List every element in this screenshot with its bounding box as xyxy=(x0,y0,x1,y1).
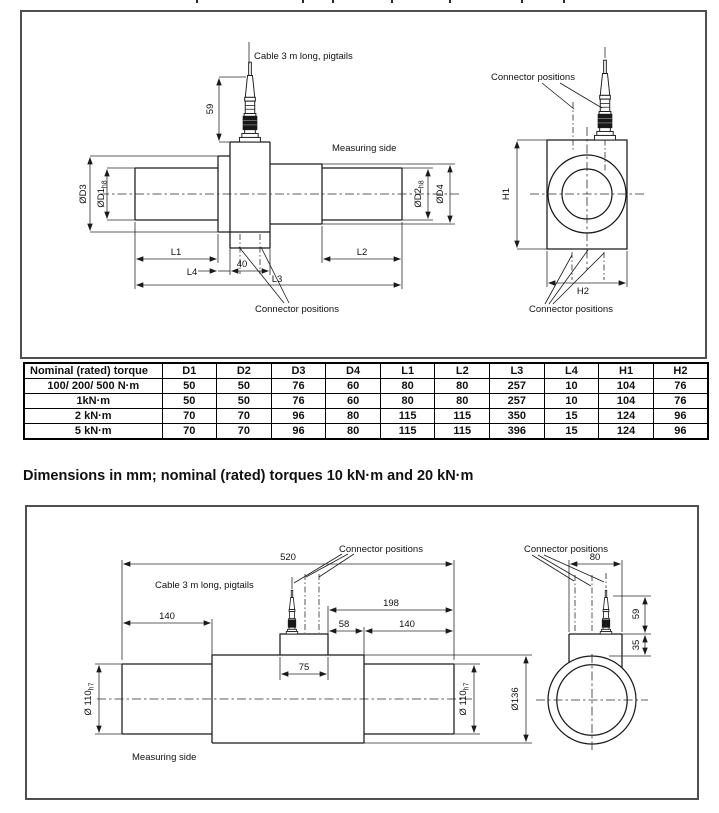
side-view-dimensions xyxy=(90,77,455,289)
table-row xyxy=(24,424,708,440)
drawing-frame-small-torques xyxy=(20,10,707,359)
d110-text: Ø 110 xyxy=(458,690,469,716)
table-cell: 15 xyxy=(544,409,599,424)
header-h1: H1 xyxy=(599,363,654,379)
table-cell: 80 xyxy=(380,379,435,394)
cropped-text-fragments xyxy=(196,0,198,3)
header-l3: L3 xyxy=(490,363,545,379)
d110-text: Ø 110 xyxy=(83,690,94,716)
dim-140-left-label: 140 xyxy=(159,611,175,622)
table-cell: 80 xyxy=(326,424,381,440)
dimensions-table xyxy=(23,362,709,440)
dim-d110-left-label xyxy=(83,682,96,715)
d1-text: ØD1 xyxy=(96,188,107,208)
row-label: 2 kN·m xyxy=(24,409,162,424)
dim-58-label: 58 xyxy=(338,619,350,630)
dim-d110-right-label xyxy=(458,682,471,715)
dim-h2-label: H2 xyxy=(576,286,590,297)
table-row xyxy=(24,379,708,394)
d110-tolerance: h7 xyxy=(88,682,96,691)
table-cell: 80 xyxy=(435,379,490,394)
d1-tolerance: h8 xyxy=(101,180,109,189)
dim-59-label: 59 xyxy=(631,608,642,620)
dim-d136-label: Ø136 xyxy=(510,687,521,711)
table-cell: 115 xyxy=(380,409,435,424)
dim-d1-label xyxy=(96,180,109,207)
table-row xyxy=(24,409,708,424)
table-cell: 115 xyxy=(435,424,490,440)
header-nominal-torque: Nominal (rated) torque xyxy=(24,363,162,379)
drawing-frame-large-torques xyxy=(25,505,699,800)
d2-text: ØD2 xyxy=(413,188,424,208)
table-cell: 76 xyxy=(653,394,708,409)
table-cell: 60 xyxy=(326,394,381,409)
d110-tolerance: h7 xyxy=(463,682,471,691)
table-cell: 80 xyxy=(326,409,381,424)
header-d1: D1 xyxy=(162,363,217,379)
row-label: 5 kN·m xyxy=(24,424,162,440)
dim-l4-label: L4 xyxy=(186,267,198,278)
header-l2: L2 xyxy=(435,363,490,379)
connector-positions-label-side: Connector positions xyxy=(339,544,423,555)
table-cell: 350 xyxy=(490,409,545,424)
dim-l1-label: L1 xyxy=(170,247,182,258)
connector-positions-label-end: Connector positions xyxy=(524,544,608,555)
dimension-drawing-large-torques xyxy=(27,507,697,798)
table-cell: 15 xyxy=(544,424,599,440)
dim-35-label: 35 xyxy=(631,639,642,651)
side-view-part-outline xyxy=(122,634,454,743)
section-heading: Dimensions in mm; nominal (rated) torques 10 kN·m and 20 kN·m xyxy=(23,468,474,484)
table-cell: 70 xyxy=(217,409,272,424)
table-cell: 70 xyxy=(162,409,217,424)
dim-520-label: 520 xyxy=(280,552,296,563)
d2-tolerance: h8 xyxy=(418,180,426,189)
table-cell: 115 xyxy=(380,424,435,440)
dim-140-right-label: 140 xyxy=(399,619,415,630)
side-view-labels xyxy=(83,544,521,763)
table-cell: 396 xyxy=(490,424,545,440)
header-d3: D3 xyxy=(271,363,326,379)
table-cell: 60 xyxy=(326,379,381,394)
connector-glyph-side xyxy=(240,62,261,142)
dim-l3-label: L3 xyxy=(271,274,283,285)
header-l1: L1 xyxy=(380,363,435,379)
dim-75-label: 75 xyxy=(298,662,310,673)
connector-positions-label-end-bottom: Connector positions xyxy=(529,304,613,315)
table-header-row xyxy=(24,363,708,379)
dim-40-label: 40 xyxy=(236,259,248,270)
table-cell: 76 xyxy=(271,379,326,394)
table-cell: 76 xyxy=(271,394,326,409)
connector-positions-label-bottom: Connector positions xyxy=(255,304,339,315)
header-h2: H2 xyxy=(653,363,708,379)
cable-label: Cable 3 m long, pigtails xyxy=(254,51,353,62)
connector-glyph-end xyxy=(600,590,611,634)
table-cell: 80 xyxy=(380,394,435,409)
end-view-centerlines xyxy=(536,573,648,750)
table-cell: 50 xyxy=(162,394,217,409)
measuring-side-label: Measuring side xyxy=(132,752,197,763)
dimension-drawing-small-torques xyxy=(22,12,705,357)
dim-59-label: 59 xyxy=(205,103,216,115)
table-cell: 96 xyxy=(271,424,326,440)
cable-label: Cable 3 m long, pigtails xyxy=(155,580,254,591)
header-d4: D4 xyxy=(326,363,381,379)
table-cell: 50 xyxy=(217,394,272,409)
table-cell: 115 xyxy=(435,409,490,424)
table-cell: 70 xyxy=(162,424,217,440)
row-label: 1kN·m xyxy=(24,394,162,409)
table-cell: 80 xyxy=(435,394,490,409)
table-cell: 10 xyxy=(544,394,599,409)
table-cell: 124 xyxy=(599,424,654,440)
table-cell: 96 xyxy=(653,409,708,424)
header-l4: L4 xyxy=(544,363,599,379)
table-cell: 104 xyxy=(599,394,654,409)
connector-positions-label-top: Connector positions xyxy=(491,72,575,83)
table-cell: 124 xyxy=(599,409,654,424)
dim-h1-label: H1 xyxy=(501,187,512,201)
dim-d3-label: ØD3 xyxy=(78,184,89,204)
dim-198-label: 198 xyxy=(383,598,399,609)
dim-d4-label: ØD4 xyxy=(435,184,446,204)
table-cell: 257 xyxy=(490,379,545,394)
table-row xyxy=(24,394,708,409)
connector-glyph-side xyxy=(286,590,297,634)
dim-d2-label xyxy=(413,180,426,207)
table-cell: 96 xyxy=(271,409,326,424)
connector-glyph-end xyxy=(595,60,616,140)
table-cell: 50 xyxy=(162,379,217,394)
end-view-labels xyxy=(491,72,613,315)
table-cell: 50 xyxy=(217,379,272,394)
table-cell: 104 xyxy=(599,379,654,394)
table-cell: 10 xyxy=(544,379,599,394)
dim-80-label: 80 xyxy=(589,552,601,563)
dim-l2-label: L2 xyxy=(356,247,368,258)
header-d2: D2 xyxy=(217,363,272,379)
table-cell: 96 xyxy=(653,424,708,440)
row-label: 100/ 200/ 500 N·m xyxy=(24,379,162,394)
table-cell: 257 xyxy=(490,394,545,409)
table-cell: 76 xyxy=(653,379,708,394)
measuring-side-label: Measuring side xyxy=(332,143,397,154)
table-cell: 70 xyxy=(217,424,272,440)
